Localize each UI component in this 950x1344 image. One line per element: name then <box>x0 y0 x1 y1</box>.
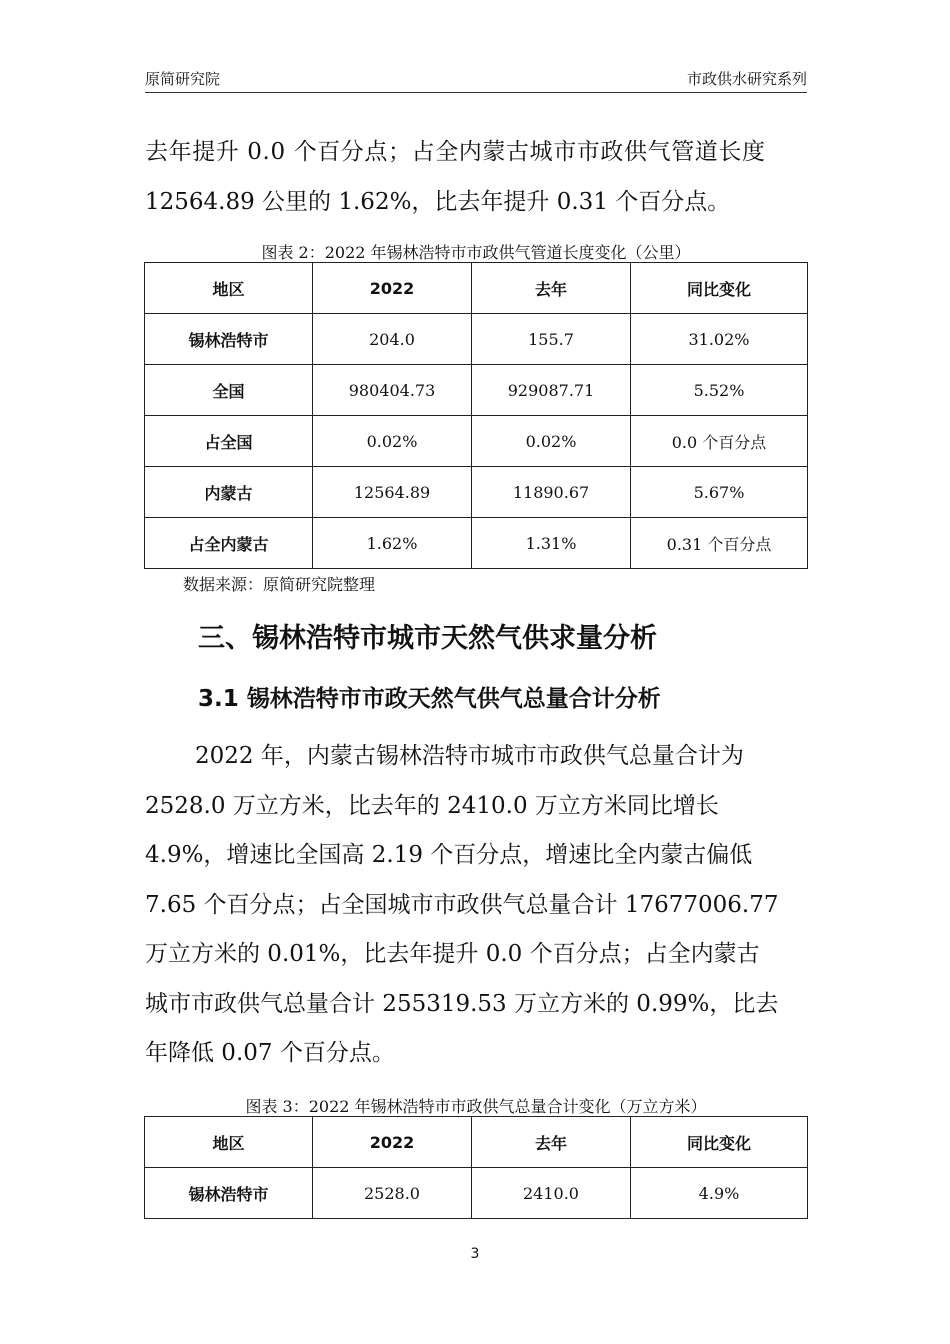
table2-caption: 图表 2：2022 年锡林浩特市市政供气管道长度变化（公里） <box>261 243 691 262</box>
page-number: 3 <box>470 1246 480 1262</box>
table-row <box>145 416 808 467</box>
table-cell: 5.67% <box>631 467 808 518</box>
row-label: 锡林浩特市 <box>145 1168 313 1219</box>
table-cell: 5.52% <box>631 365 808 416</box>
section-title: 三、锡林浩特市城市天然气供求量分析 <box>198 623 657 654</box>
page-header <box>145 62 807 93</box>
paragraph-line: 2022 年，内蒙古锡林浩特市城市市政供气总量合计为 <box>195 743 744 769</box>
table-cell: 155.7 <box>472 314 631 365</box>
paragraph-line: 7.65 个百分点；占全国城市市政供气总量合计 17677006.77 <box>145 891 779 918</box>
table-cell: 11890.67 <box>472 467 631 518</box>
paragraph-1 <box>145 128 807 227</box>
header-org: 原简研究院 <box>145 70 221 88</box>
paragraph-line: 4.9%，增速比全国高 2.19 个百分点，增速比全内蒙古偏低 <box>145 842 753 868</box>
header-series: 市政供水研究系列 <box>686 70 807 88</box>
table-cell: 204.0 <box>313 314 472 365</box>
row-label: 占全国 <box>145 416 313 467</box>
table-cell: 2528.0 <box>313 1168 472 1219</box>
table-cell: 1.31% <box>472 518 631 569</box>
table-cell: 0.02% <box>313 416 472 467</box>
table-row <box>145 365 808 416</box>
col-header: 去年 <box>472 1117 631 1168</box>
table-row <box>145 1168 808 1219</box>
table-cell: 0.0 个百分点 <box>631 416 808 467</box>
table-row <box>145 518 808 569</box>
row-label: 锡林浩特市 <box>145 314 313 365</box>
paragraph-line: 城市市政供气总量合计 255319.53 万立方米的 0.99%，比去 <box>145 990 779 1017</box>
table3 <box>144 1116 808 1219</box>
table2 <box>144 262 808 569</box>
table-cell: 980404.73 <box>313 365 472 416</box>
table-header-row <box>145 263 808 314</box>
paragraph-line: 去年提升 0.0 个百分点；占全内蒙古城市市政供气管道长度 <box>145 139 766 165</box>
table-cell: 0.31 个百分点 <box>631 518 808 569</box>
paragraph-line: 年降低 0.07 个百分点。 <box>145 1040 395 1066</box>
col-header: 2022 <box>313 1117 472 1168</box>
col-header: 地区 <box>145 263 313 314</box>
col-header: 去年 <box>472 263 631 314</box>
col-header: 地区 <box>145 1117 313 1168</box>
paragraph-2 <box>145 732 807 1079</box>
table-cell: 2410.0 <box>472 1168 631 1219</box>
table-cell: 0.02% <box>472 416 631 467</box>
table3-caption: 图表 3：2022 年锡林浩特市市政供气总量合计变化（万立方米） <box>245 1097 707 1116</box>
table-cell: 1.62% <box>313 518 472 569</box>
table-cell: 31.02% <box>631 314 808 365</box>
col-header: 同比变化 <box>631 263 808 314</box>
col-header: 同比变化 <box>631 1117 808 1168</box>
table-row <box>145 467 808 518</box>
paragraph-line: 2528.0 万立方米，比去年的 2410.0 万立方米同比增长 <box>145 792 719 819</box>
table2-source: 数据来源：原简研究院整理 <box>183 575 376 594</box>
table-cell: 929087.71 <box>472 365 631 416</box>
col-header: 2022 <box>313 263 472 314</box>
paragraph-line: 12564.89 公里的 1.62%，比去年提升 0.31 个百分点。 <box>145 188 731 215</box>
table-header-row <box>145 1117 808 1168</box>
row-label: 内蒙古 <box>145 467 313 518</box>
paragraph-line: 万立方米的 0.01%，比去年提升 0.0 个百分点；占全内蒙古 <box>145 941 760 967</box>
table-row <box>145 314 808 365</box>
table-cell: 4.9% <box>631 1168 808 1219</box>
table-cell: 12564.89 <box>313 467 472 518</box>
row-label: 全国 <box>145 365 313 416</box>
row-label: 占全内蒙古 <box>145 518 313 569</box>
subsection-title: 3.1 锡林浩特市市政天然气供气总量合计分析 <box>198 686 661 712</box>
